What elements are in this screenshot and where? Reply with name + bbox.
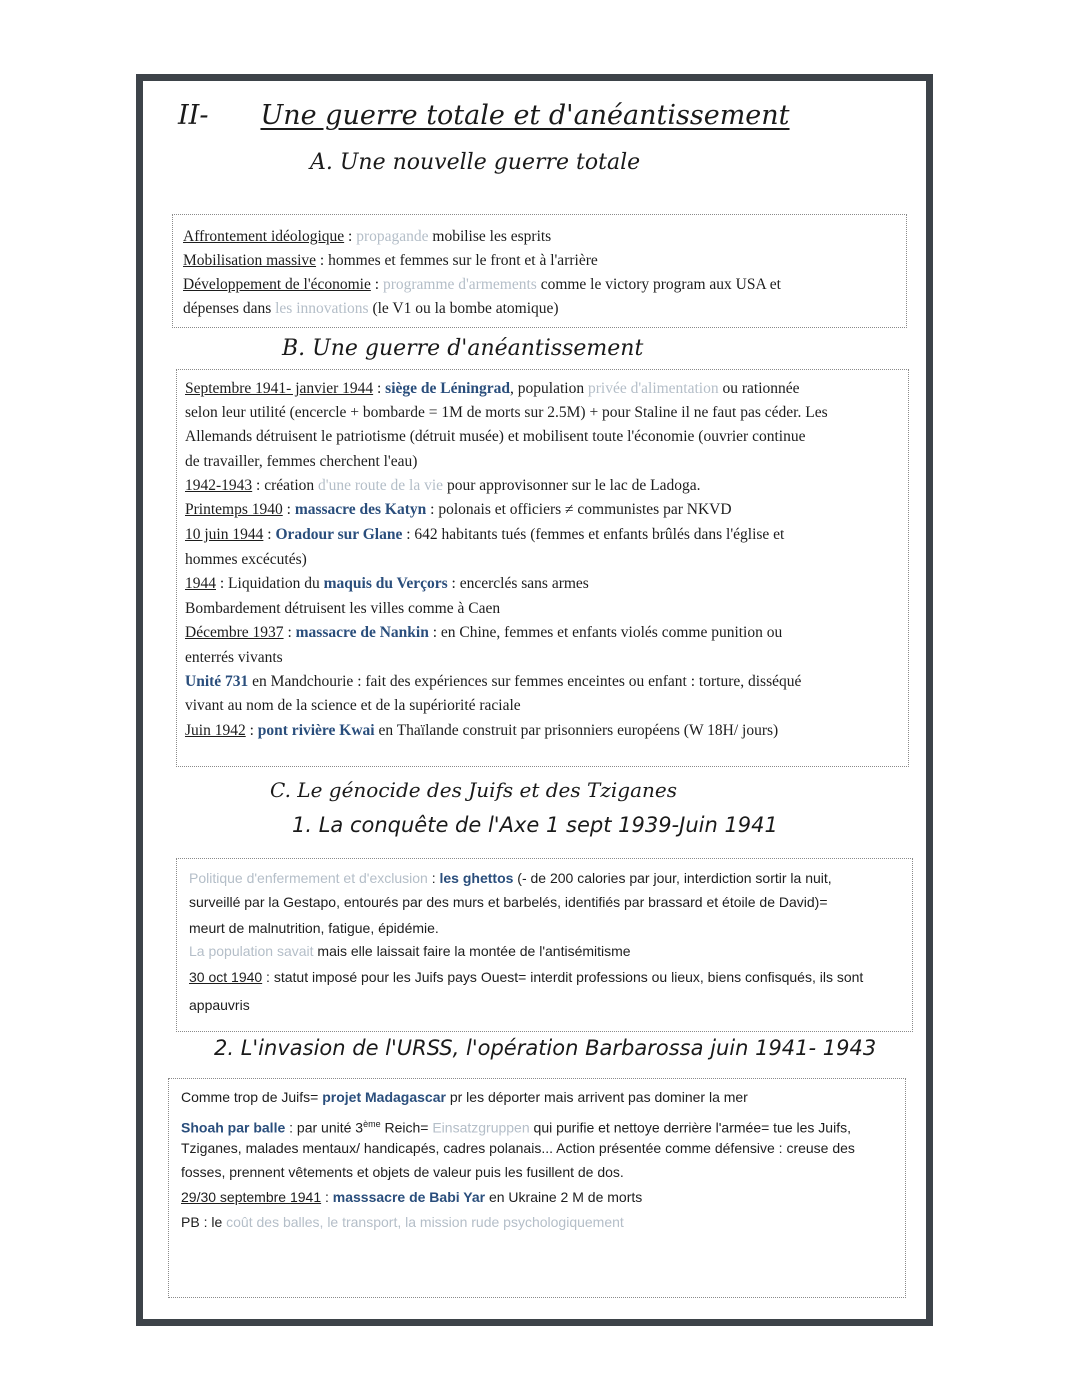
section-b-line-5: 1942-1943 : création d'une route de la vie pour approvisonner sur le lac de Ladoga. (185, 477, 701, 494)
section-a-line-2: Mobilisation massive : hommes et femmes sur le front et à l'arrière (183, 252, 598, 269)
section-c1-line-5: 30 oct 1940 : statut imposé pour les Juifs pays Ouest= interdit professions ou lieux, biens confisqués, ils sont (189, 969, 864, 985)
heading-number: II- (178, 100, 209, 131)
section-c1-line-1: Politique d'enfermement et d'exclusion : les ghettos (- de 200 calories par jour, interdiction sortir la nuit, (189, 870, 832, 886)
section-b-line-1: Septembre 1941- janvier 1944 : siège de Léningrad, population privée d'alimentation ou rationnée (185, 380, 800, 397)
section-c2-line-2: Shoah par balle : par unité 3ème Reich= Einsatzgruppen qui purifie et nettoye derrière l'armée= tue les Juifs, (181, 1119, 851, 1136)
section-c1-box (176, 858, 913, 1032)
section-c1-line-2: surveillé par la Gestapo, entourés par des murs et barbelés, identifiés par brassard et étoile de David)= (189, 894, 828, 910)
section-c2-line-3: Tziganes, malades mentaux/ handicapés, cadres polanais... Action présentée comme défensive : creuse des (181, 1140, 855, 1156)
section-b-line-8: hommes excécutés) (185, 551, 307, 568)
section-a-line-3: Développement de l'économie : programme d'armements comme le victory program aux USA et (183, 276, 781, 293)
section-c1-line-4: La population savait mais elle laissait faire la montée de l'antisémitisme (189, 943, 631, 959)
section-c-title: C. Le génocide des Juifs et des Tziganes (270, 778, 677, 802)
section-b-line-10: Bombardement détruisent les villes comme à Caen (185, 600, 501, 617)
section-c2-line-1: Comme trop de Juifs= projet Madagascar pr les déporter mais arrivent pas dominer la mer (181, 1089, 748, 1105)
section-b-box (176, 369, 909, 767)
section-b-line-15: Juin 1942 : pont rivière Kwai en Thaïlande construit par prisonniers européens (W 18H/ jours) (185, 722, 779, 739)
section-c1-line-6: appauvris (189, 997, 250, 1013)
section-c1-line-3: meurt de malnutrition, fatigue, épidémie. (189, 920, 439, 936)
section-b-line-4: de travailler, femmes cherchent l'eau) (185, 453, 418, 470)
main-heading (178, 100, 790, 131)
section-b-line-7: 10 juin 1944 : Oradour sur Glane : 642 habitants tués (femmes et enfants brûlés dans l'église et (185, 526, 785, 543)
section-a-line-4: dépenses dans les innovations (le V1 ou la bombe atomique) (183, 300, 559, 317)
section-b-line-2: selon leur utilité (encercle + bombarde = 1M de morts sur 2.5M) + pour Staline il ne faut pas céder. Les (185, 404, 828, 421)
section-b-line-14: vivant au nom de la science et de la supériorité raciale (185, 697, 521, 714)
section-c2-line-4: fosses, prennent vêtements et objets de valeur puis les fusillent de dos. (181, 1164, 624, 1180)
section-b-line-6: Printemps 1940 : massacre des Katyn : polonais et officiers ≠ communistes par NKVD (185, 501, 732, 518)
section-b-line-9: 1944 : Liquidation du maquis du Verçors : encerclés sans armes (185, 575, 589, 592)
section-b-line-11: Décembre 1937 : massacre de Nankin : en Chine, femmes et enfants violés comme punition ou (185, 624, 783, 641)
section-a-line-1: Affrontement idéologique : propagande mobilise les esprits (183, 228, 552, 245)
section-a-title: A. Une nouvelle guerre totale (310, 150, 641, 175)
section-c2-line-5: 29/30 septembre 1941 : masssacre de Babi Yar en Ukraine 2 M de morts (181, 1189, 643, 1205)
heading-title: Une guerre totale et d'anéantissement (260, 100, 790, 131)
section-c-sub-2: 2. L'invasion de l'URSS, l'opération Barbarossa juin 1941- 1943 (214, 1036, 877, 1060)
section-a-box (172, 214, 907, 328)
section-b-line-3: Allemands détruisent le patriotisme (détruit musée) et mobilisent toute l'économie (ouvrier continue (185, 428, 806, 445)
section-b-title: B. Une guerre d'anéantissement (282, 336, 644, 361)
section-c2-line-6: PB : le coût des balles, le transport, la mission rude psychologiquement (181, 1214, 624, 1230)
section-c2-box (168, 1078, 906, 1298)
section-b-line-12: enterrés vivants (185, 649, 283, 666)
section-c-sub-1: 1. La conquête de l'Axe 1 sept 1939-Juin 1941 (292, 813, 778, 837)
section-b-line-13: Unité 731 en Mandchourie : fait des expériences sur femmes enceintes ou enfant : torture, disséqué (185, 673, 802, 690)
